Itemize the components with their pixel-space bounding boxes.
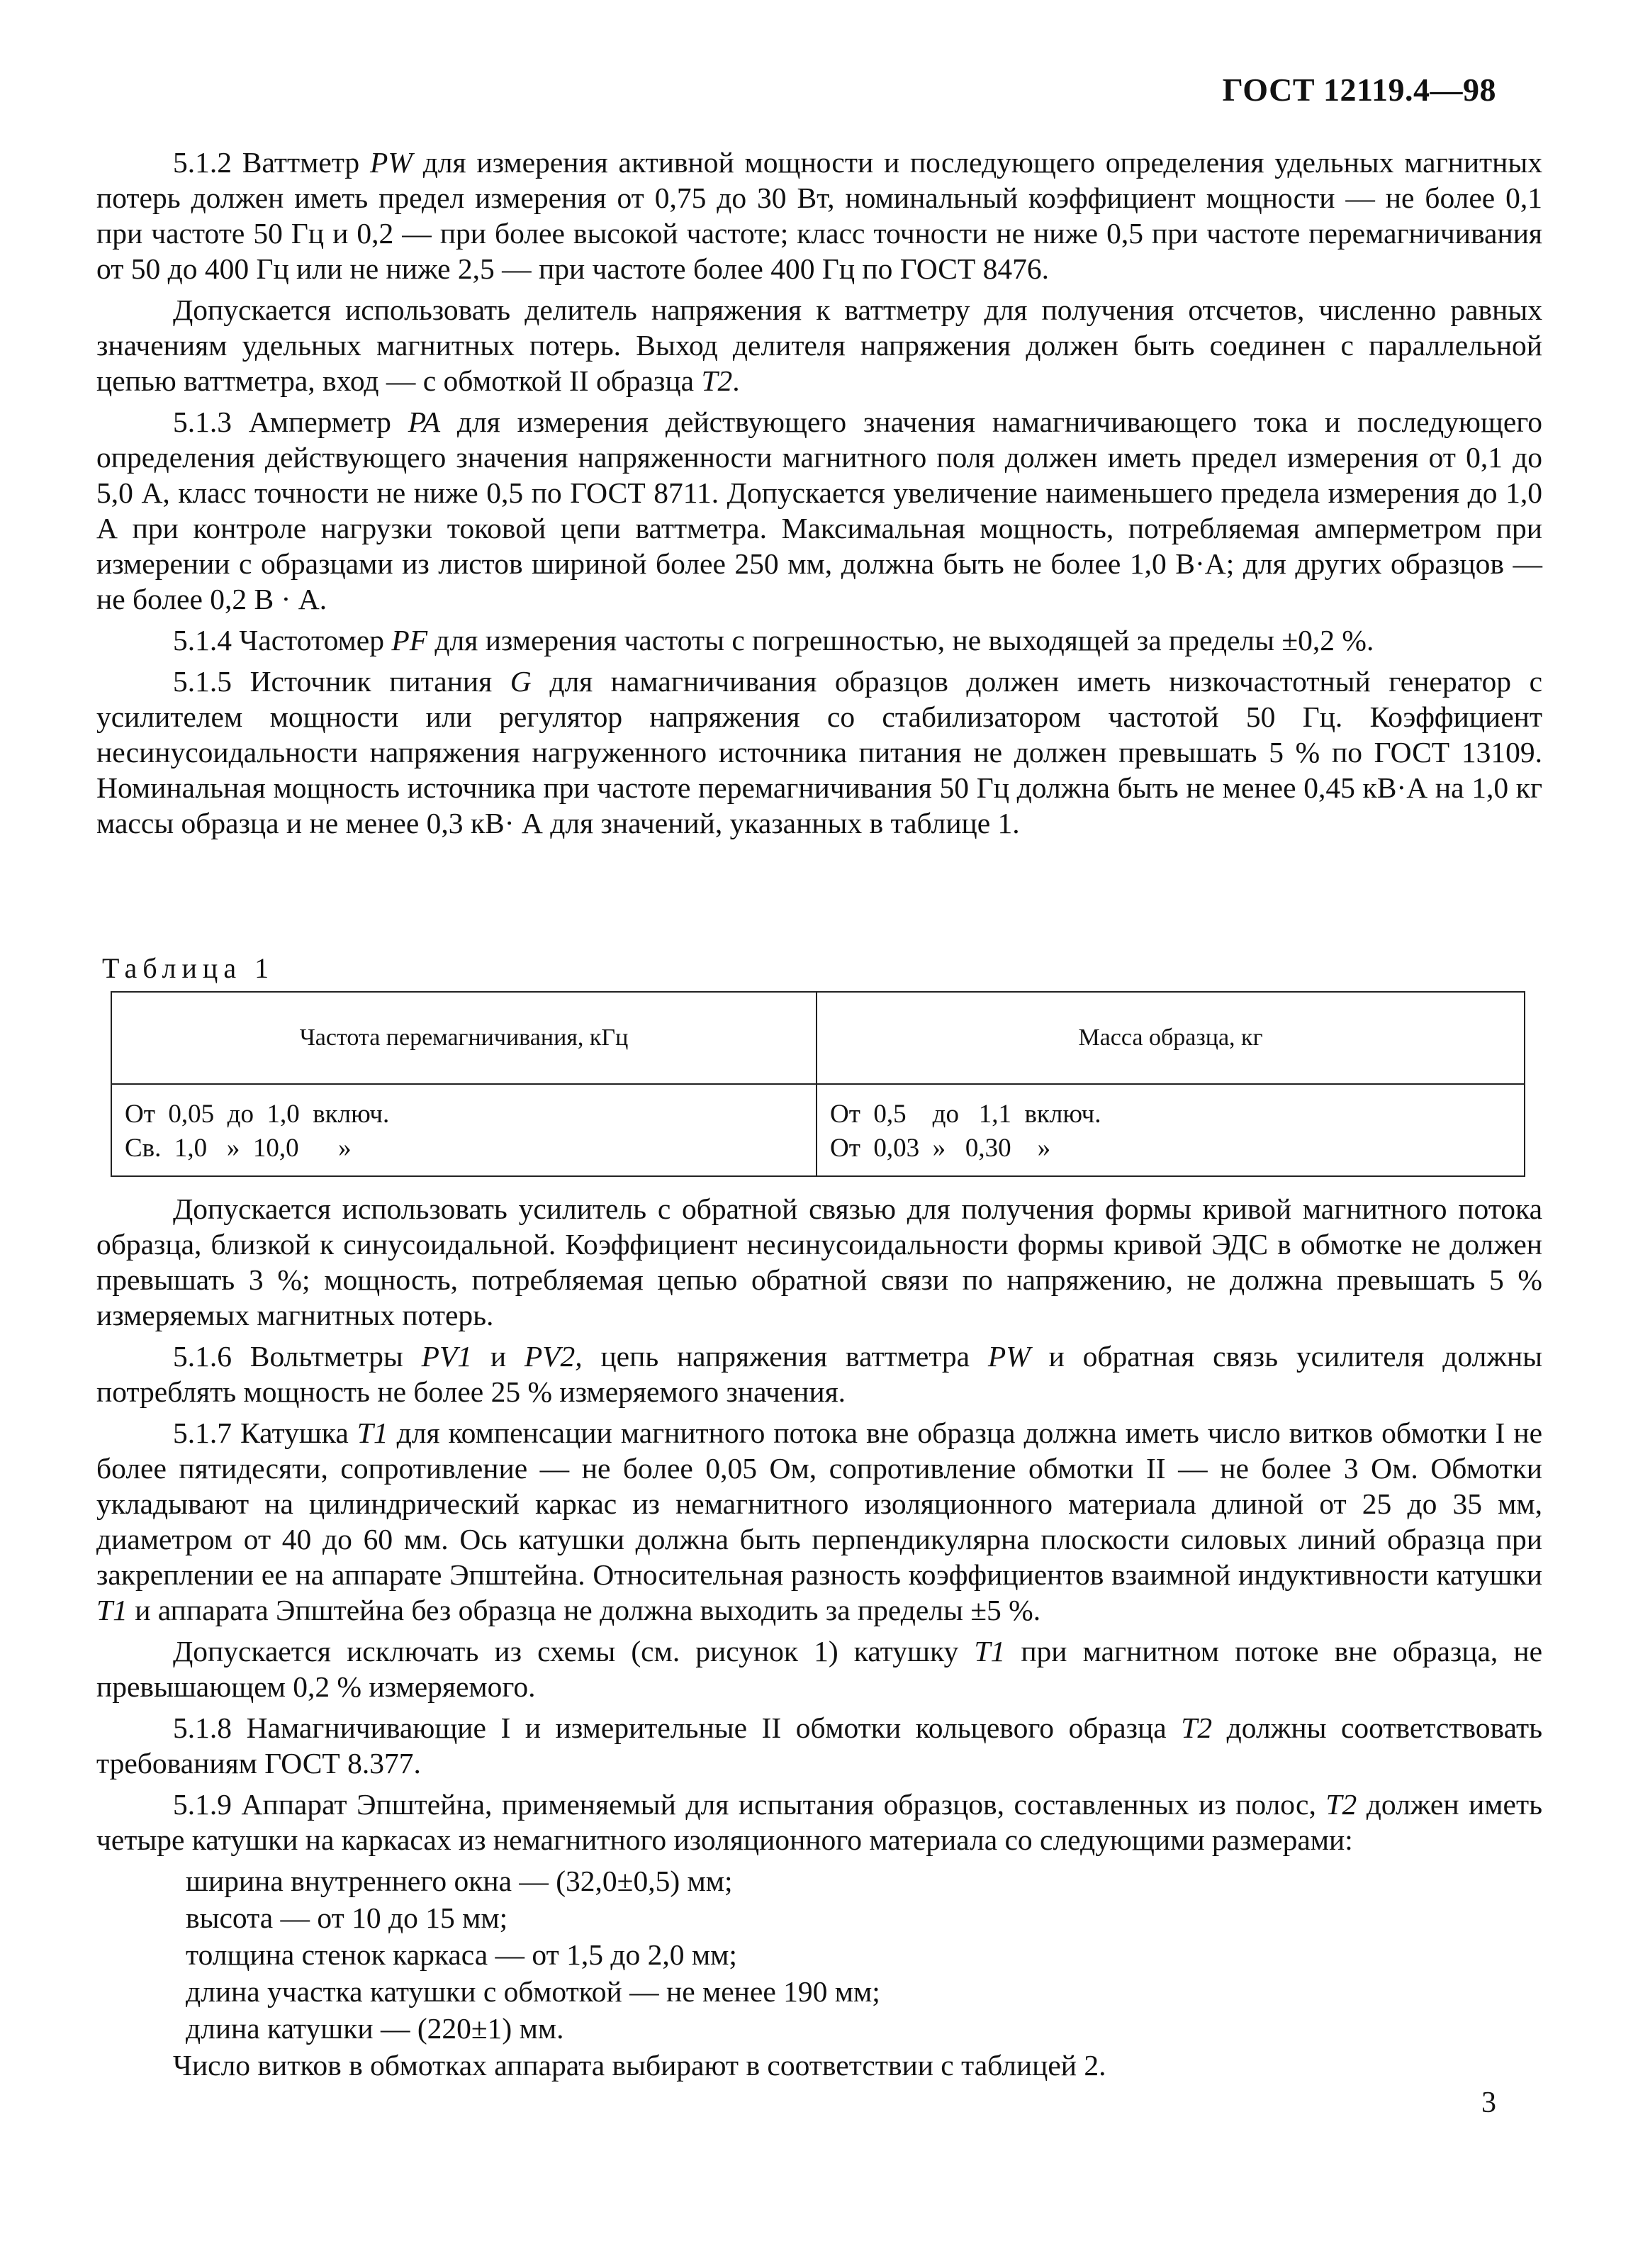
paragraph-5-1-8: 5.1.8 Намагничивающие I и измерительные II обмотки кольцевого образца T2 должны соответствовать требованиям ГОСТ 8.377. <box>96 1711 1543 1780</box>
symbol-pw: PW <box>369 146 413 179</box>
standard-header: ГОСТ 12119.4—98 <box>1222 72 1496 108</box>
text-block-upper <box>96 145 1542 847</box>
symbol-t2: T2 <box>701 364 733 397</box>
table-header-frequency: Частота перемагничивания, кГц <box>111 992 817 1084</box>
list-item: толщина стенок каркаса — от 1,5 до 2,0 мм; <box>186 1938 737 1971</box>
paragraph-5-1-2: 5.1.2 Ваттметр PW для измерения активной мощности и последующего определения удельных магнитных потерь должен иметь предел измерения от 0,75 до 30 Вт, номинальный коэффициент мощности — не более 0,1 при частоте 50 Гц и 0,2 — при более высокой частоте; класс точности не ниже 0,5 при частоте перемагничивания от 50 до 400 Гц или не ниже 2,5 — при частоте более 400 Гц по ГОСТ 8476. <box>96 146 1543 285</box>
paragraph-table-2-ref: Число витков в обмотках аппарата выбирают в соответствии с таблицей 2. <box>173 2049 1106 2082</box>
paragraph-5-1-6: 5.1.6 Вольтметры PV1 и PV2, цепь напряжения ваттметра PW и обратная связь усилителя должны потреблять мощность не более 25 % измеряемого значения. <box>96 1340 1543 1408</box>
list-item: ширина внутреннего окна — (32,0±0,5) мм; <box>186 1865 733 1897</box>
table-cell-mass: От 0,5 до 1,1 включ. От 0,03 » 0,30 » <box>817 1084 1525 1176</box>
paragraph-5-1-3: 5.1.3 Амперметр PA для измерения действующего значения намагничивающего тока и последующего определения действующего значения напряженности магнитного поля должен иметь предел измерения от 0,1 до 5,0 А, класс точности не ниже 0,5 по ГОСТ 8711. Допускается увеличение наименьшего предела измерения до 1,0 А при контроле нагрузки токовой цепи ваттметра. Максимальная мощность, потребляемая амперметром при измерении с образцами из листов шириной более 250 мм, должна быть не более 1,0 В·А; для других образцов — не более 0,2 В · А. <box>96 406 1543 615</box>
table-row <box>111 1084 1525 1176</box>
table-cell-frequency: От 0,05 до 1,0 включ. Св. 1,0 » 10,0 » <box>111 1084 817 1176</box>
paragraph-5-1-5: 5.1.5 Источник питания G для намагничивания образцов должен иметь низкочастотный генератор с усилителем мощности или регулятор напряжения со стабилизатором частотой 50 Гц. Коэффициент несинусоидальности напряжения нагруженного источника питания не должен превышать 5 % по ГОСТ 13109. Номинальная мощность источника при частоте перемагничивания 50 Гц должна быть не менее 0,45 кВ·А на 1,0 кг массы образца и не менее 0,3 кВ· А для значений, указанных в таблице 1. <box>96 665 1543 839</box>
paragraph-divider-note: Допускается использовать делитель напряжения к ваттметру для получения отсчетов, численно равных значениям удельных магнитных потерь. Выход делителя напряжения должен быть соединен с параллельной цепью ваттметра, вход — с обмоткой II образца T2. <box>96 294 1542 397</box>
list-item: высота — от 10 до 15 мм; <box>186 1901 508 1934</box>
symbol-g: G <box>510 665 532 698</box>
paragraph-5-1-7: 5.1.7 Катушка T1 для компенсации магнитного потока вне образца должна иметь число витков обмотки I не более пятидесяти, сопротивление — не более 0,05 Ом, сопротивление обмотки II — не более 3 Ом. Обмотки укладывают на цилиндрический каркас из немагнитного изоляционного материала длиной от 25 до 35 мм, диаметром от 40 до 60 мм. Ось катушки должна быть перпендикулярна плоскости силовых линий образца при закреплении ее на аппарате Эпштейна. Относительная разность коэффициентов взаимной индуктивности катушки T1 и аппарата Эпштейна без образца не должна выходить за пределы ±5 %. <box>96 1417 1543 1626</box>
symbol-pa: PA <box>408 406 441 438</box>
page-number: 3 <box>1481 2087 1496 2119</box>
list-item: длина катушки — (220±1) мм. <box>186 2012 564 2045</box>
table-header-mass: Масса образца, кг <box>817 992 1525 1084</box>
table-header-row <box>111 992 1525 1084</box>
paragraph-exclude-coil: Допускается исключать из схемы (см. рисунок 1) катушку T1 при магнитном потоке вне образца, не превышающем 0,2 % измеряемого. <box>96 1635 1543 1703</box>
paragraph-feedback-amplifier: Допускается использовать усилитель с обратной связью для получения формы кривой магнитного потока образца, близкой к синусоидальной. Коэффициент несинусоидальности формы кривой ЭДС в обмотке не должен превышать 3 %; мощность, потребляемая цепью обратной связи по напряжению, не должна превышать 5 % измеряемых магнитных потерь. <box>96 1192 1542 1331</box>
table-1-caption: Таблица 1 <box>102 952 275 984</box>
text-block-lower <box>96 1191 1542 2089</box>
symbol-pf: PF <box>391 624 428 657</box>
paragraph-5-1-4: 5.1.4 Частотомер PF для измерения частоты с погрешностью, не выходящей за пределы ±0,2 %. <box>173 624 1374 657</box>
list-item: длина участка катушки с обмоткой — не менее 190 мм; <box>186 1975 880 2008</box>
paragraph-5-1-9: 5.1.9 Аппарат Эпштейна, применяемый для испытания образцов, составленных из полос, T2 должен иметь четыре катушки на каркасах из немагнитного изоляционного материала со следующими размерами: <box>96 1788 1543 1856</box>
table-1 <box>111 991 1525 1177</box>
